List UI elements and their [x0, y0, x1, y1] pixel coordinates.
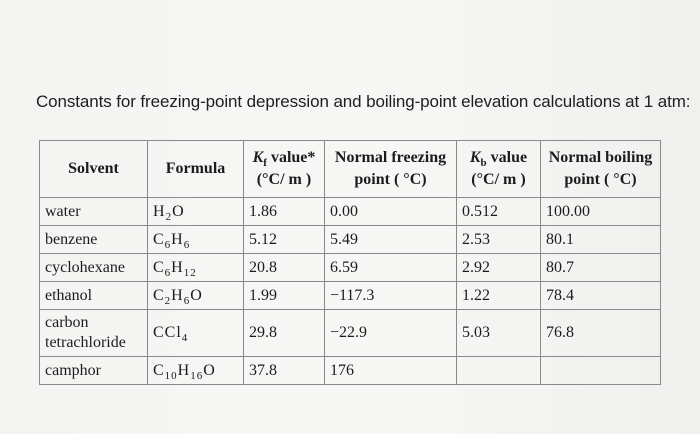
header-nfp-line2: point ( °C): [354, 171, 427, 188]
formula-subscript: 2: [164, 294, 172, 307]
solvent-name: benzene: [45, 230, 98, 248]
solvent-name: camphor: [45, 361, 101, 379]
kf-subscript: f: [263, 157, 267, 169]
header-kb: [457, 141, 541, 198]
formula-element: C: [153, 361, 165, 379]
cell-kb: 1.22: [457, 282, 541, 310]
formula-element: O: [190, 286, 203, 304]
cell-normal-boiling-point: [541, 357, 661, 385]
header-nfp-line1: Normal freezing: [334, 149, 447, 166]
formula-element: O: [172, 202, 185, 220]
header-solvent: [40, 141, 148, 198]
formula-element: H: [171, 286, 184, 304]
cell-normal-boiling-point: 76.8: [541, 310, 661, 357]
cell-normal-freezing-point: 5.49: [325, 226, 457, 254]
header-solvent-label: Solvent: [68, 160, 119, 177]
cell-solvent: [40, 282, 148, 310]
formula-element: CCl: [153, 324, 182, 341]
formula-element: H: [177, 361, 191, 379]
table-row: [40, 254, 661, 282]
kb-symbol: K: [469, 149, 481, 166]
cell-solvent: [40, 254, 148, 282]
table-row: [40, 282, 661, 310]
cell-kf: 20.8: [244, 254, 325, 282]
kb-subscript: b: [480, 157, 487, 169]
cell-normal-boiling-point: 80.1: [541, 226, 661, 254]
constants-table: [39, 140, 661, 385]
formula-element: C: [153, 230, 165, 248]
cell-normal-freezing-point: 6.59: [325, 254, 457, 282]
formula-element: O: [203, 361, 216, 379]
formula-subscript: 2: [165, 210, 173, 223]
formula-subscript: 4: [181, 332, 189, 344]
formula-subscript: 16: [190, 369, 204, 382]
cell-kf: 1.86: [244, 198, 325, 226]
cell-formula: [148, 254, 244, 282]
kf-symbol: K: [252, 149, 264, 166]
cell-kb: 0.512: [457, 198, 541, 226]
header-kb-line1: [460, 147, 537, 169]
table-caption: Constants for freezing-point depression and boiling-point elevation calculations at 1 atm:: [36, 92, 691, 111]
formula-element: H: [153, 202, 166, 220]
table-body: [40, 198, 661, 385]
cell-formula: [148, 357, 244, 385]
header-formula-label: Formula: [165, 160, 226, 177]
formula-subscript: 6: [183, 294, 191, 307]
header-kb-units: (°C/ m ): [471, 171, 526, 188]
formula-subscript: 12: [183, 266, 197, 279]
cell-normal-freezing-point: 176: [325, 357, 457, 385]
cell-normal-boiling-point: 100.00: [541, 198, 661, 226]
formula-element: C: [153, 258, 165, 276]
cell-solvent: [40, 226, 148, 254]
cell-normal-boiling-point: 80.7: [541, 254, 661, 282]
cell-formula: [148, 282, 244, 310]
solvent-name: ethanol: [45, 286, 93, 304]
table-row: [40, 226, 661, 254]
cell-kf: 1.99: [244, 282, 325, 310]
cell-kb: [457, 357, 541, 385]
cell-kf: 29.8: [244, 310, 325, 357]
cell-kb: 2.53: [457, 226, 541, 254]
solvent-name-line: carbon: [45, 314, 89, 331]
formula-subscript: 6: [183, 238, 191, 251]
cell-normal-boiling-point: 78.4: [541, 282, 661, 310]
formula-subscript: 10: [164, 369, 178, 382]
formula-element: H: [171, 230, 184, 248]
cell-solvent: [40, 357, 148, 385]
table-row: [40, 310, 661, 357]
kf-label: value*: [266, 149, 316, 166]
header-kf-line1: [247, 147, 321, 169]
cell-kb: 2.92: [457, 254, 541, 282]
cell-normal-freezing-point: −22.9: [325, 310, 457, 357]
header-kf: [244, 141, 325, 198]
formula-element: H: [171, 258, 184, 276]
kb-label: value: [486, 149, 528, 166]
header-normal-boiling-point: [541, 141, 661, 198]
solvent-name: cyclohexane: [45, 258, 125, 276]
formula-element: C: [153, 286, 165, 304]
header-formula: [148, 141, 244, 198]
cell-kf: 5.12: [244, 226, 325, 254]
cell-solvent: [40, 310, 148, 357]
header-nbp-line2: point ( °C): [564, 171, 637, 188]
table-row: [40, 198, 661, 226]
cell-solvent: [40, 198, 148, 226]
cell-kb: 5.03: [457, 310, 541, 357]
header-nbp-line1: Normal boiling: [548, 149, 653, 166]
cell-formula: [148, 226, 244, 254]
header-normal-freezing-point: [325, 141, 457, 198]
formula-subscript: 6: [164, 266, 172, 279]
header-kf-units: (°C/ m ): [256, 171, 312, 188]
formula-subscript: 6: [164, 238, 172, 251]
table-row: [40, 357, 661, 385]
solvent-name: water: [45, 202, 81, 220]
solvent-name-line: tetrachloride: [45, 334, 126, 351]
cell-normal-freezing-point: 0.00: [325, 198, 457, 226]
cell-formula: [148, 310, 244, 357]
header-row: [40, 141, 661, 198]
cell-formula: [148, 198, 244, 226]
cell-normal-freezing-point: −117.3: [325, 282, 457, 310]
cell-kf: 37.8: [244, 357, 325, 385]
